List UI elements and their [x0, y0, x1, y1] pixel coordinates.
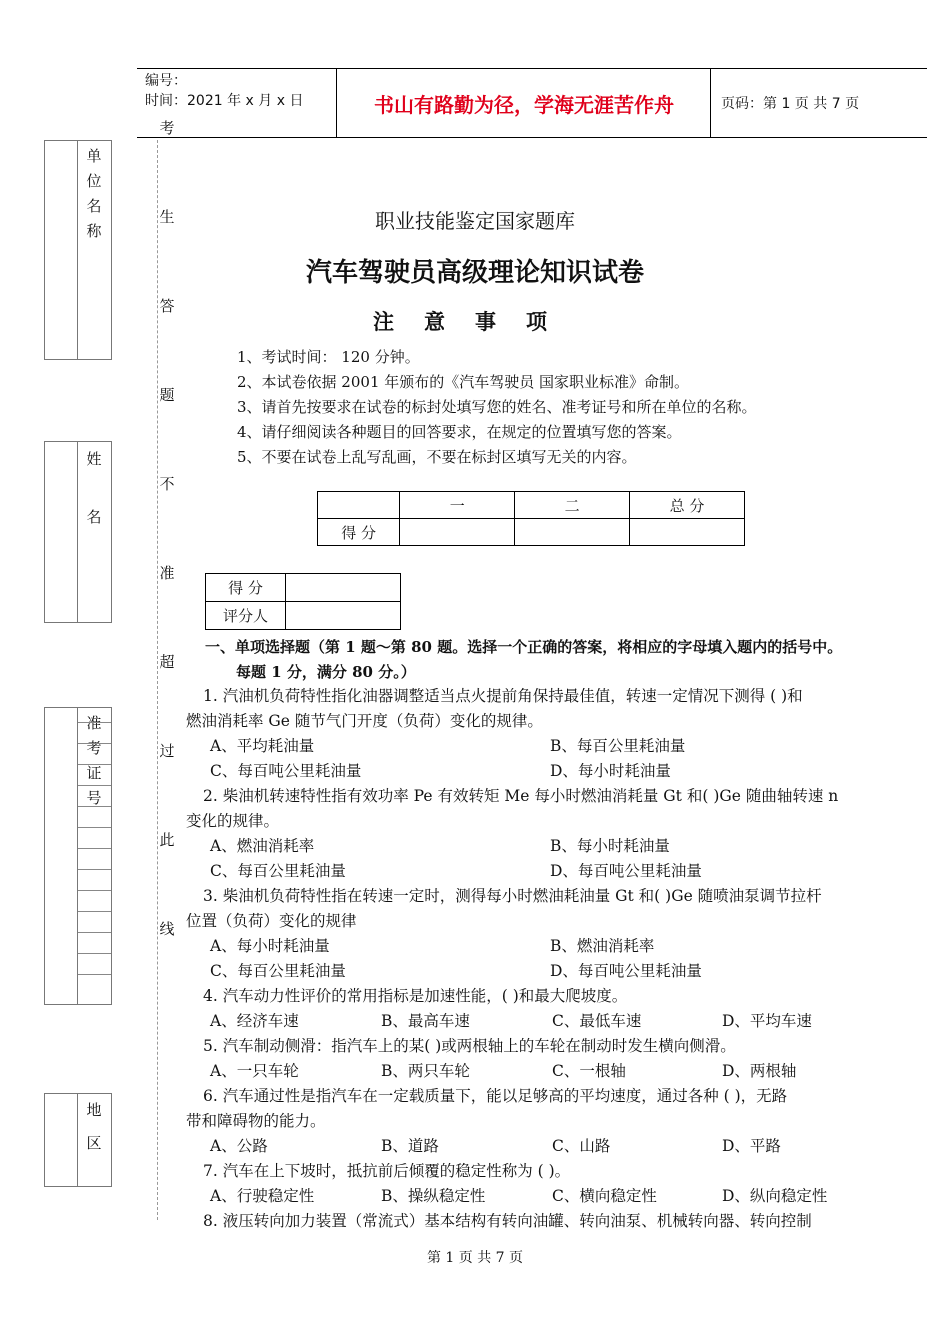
answer-option[interactable]: A、平均耗油量 — [210, 737, 315, 755]
answer-option[interactable]: D、纵向稳定性 — [722, 1187, 828, 1205]
exam-id-char: 准 — [86, 714, 102, 732]
header-page-info: 页码：第 1 页 共 7 页 — [721, 96, 860, 112]
serial-label: 编号： — [145, 73, 187, 89]
note-item: 1、考试时间： 120 分钟。 — [237, 348, 420, 366]
warning-char: 题 — [159, 386, 175, 404]
exam-id-char: 证 — [86, 764, 102, 782]
answer-option[interactable]: D、每百吨公里耗油量 — [550, 862, 702, 880]
score-header-blank — [318, 492, 400, 519]
score-cell[interactable] — [515, 519, 630, 546]
score-header-part2: 二 — [515, 492, 630, 519]
id-write-line — [78, 743, 111, 744]
question-text: 5. 汽车制动侧滑：指汽车上的某( )或两根轴上的车轮在制动时发生横向侧滑。 — [203, 1037, 736, 1055]
page-header — [137, 68, 927, 138]
answer-option[interactable]: A、行驶稳定性 — [210, 1187, 315, 1205]
name-box — [44, 441, 112, 623]
answer-option[interactable]: A、公路 — [210, 1137, 268, 1155]
notice-heading: 注意事项 — [373, 310, 577, 334]
region-char: 区 — [86, 1134, 102, 1152]
id-write-line — [78, 764, 111, 765]
note-item: 2、本试卷依据 2001 年颁布的《汽车驾驶员 国家职业标准》命制。 — [237, 373, 690, 391]
answer-option[interactable]: B、最高车速 — [381, 1012, 470, 1030]
answer-option[interactable]: C、山路 — [552, 1137, 611, 1155]
answer-option[interactable]: B、两只车轮 — [381, 1062, 470, 1080]
id-write-line — [78, 806, 111, 807]
question-text: 3. 柴油机负荷特性指在转速一定时，测得每小时燃油耗油量 Gt 和( )Ge 随喷油泵调节拉杆 — [203, 887, 822, 905]
grader-score-cell[interactable] — [285, 574, 400, 602]
question-text: 4. 汽车动力性评价的常用指标是加速性能，( )和最大爬坡度。 — [203, 987, 628, 1005]
grader-name-cell[interactable] — [285, 602, 400, 630]
answer-option[interactable]: B、道路 — [381, 1137, 439, 1155]
question-text: 8. 液压转向加力装置（常流式）基本结构有转向油罐、转向油泵、机械转向器、转向控制 — [203, 1212, 812, 1230]
warning-char: 考 — [159, 119, 175, 137]
id-write-line — [78, 827, 111, 828]
answer-option[interactable]: B、每百公里耗油量 — [550, 737, 686, 755]
answer-option[interactable]: B、操纵稳定性 — [381, 1187, 486, 1205]
id-write-line — [78, 890, 111, 891]
exam-title: 汽车驾驶员高级理论知识试卷 — [305, 258, 644, 288]
warning-char: 准 — [159, 564, 175, 582]
warning-char: 超 — [159, 653, 175, 671]
note-item: 3、请首先按要求在试卷的标封处填写您的姓名、准考证号和所在单位的名称。 — [237, 398, 757, 416]
answer-option[interactable]: D、每百吨公里耗油量 — [550, 962, 702, 980]
question-text: 带和障碍物的能力。 — [186, 1112, 326, 1130]
answer-option[interactable]: C、每百吨公里耗油量 — [210, 762, 362, 780]
answer-option[interactable]: A、经济车速 — [210, 1012, 299, 1030]
score-row-label: 得 分 — [318, 519, 400, 546]
warning-char: 生 — [159, 208, 175, 226]
score-header-total: 总 分 — [630, 492, 745, 519]
answer-option[interactable]: A、一只车轮 — [210, 1062, 299, 1080]
note-item: 5、不要在试卷上乱写乱画，不要在标封区填写无关的内容。 — [237, 448, 637, 466]
warning-char: 过 — [159, 742, 175, 760]
answer-option[interactable]: C、每百公里耗油量 — [210, 862, 346, 880]
id-write-line — [78, 932, 111, 933]
unit-char: 位 — [86, 172, 102, 190]
unit-char: 称 — [86, 222, 102, 240]
score-cell[interactable] — [400, 519, 515, 546]
id-write-line — [78, 974, 111, 975]
name-char: 姓 — [86, 450, 102, 468]
grader-table — [205, 573, 401, 630]
question-text: 6. 汽车通过性是指汽车在一定载质量下，能以足够高的平均速度，通过各种 ( )，无路 — [203, 1087, 788, 1105]
answer-option[interactable]: C、横向稳定性 — [552, 1187, 657, 1205]
id-write-line — [78, 785, 111, 786]
unit-char: 单 — [86, 147, 102, 165]
id-write-line — [78, 911, 111, 912]
answer-option[interactable]: D、两根轴 — [722, 1062, 797, 1080]
answer-option[interactable]: B、每小时耗油量 — [550, 837, 670, 855]
score-header-part1: 一 — [400, 492, 515, 519]
id-write-line — [78, 848, 111, 849]
answer-option[interactable]: D、每小时耗油量 — [550, 762, 671, 780]
section-heading: 一、单项选择题（第 1 题～第 80 题。选择一个正确的答案，将相应的字母填入题内的括号中。 — [205, 638, 843, 656]
page-footer: 第 1 页 共 7 页 — [426, 1250, 524, 1266]
note-item: 4、请仔细阅读各种题目的回答要求，在规定的位置填写您的答案。 — [237, 423, 682, 441]
grader-label: 评分人 — [206, 602, 286, 630]
region-char: 地 — [86, 1101, 102, 1119]
id-write-line — [78, 722, 111, 723]
answer-option[interactable]: A、每小时耗油量 — [210, 937, 330, 955]
exam-bank-title: 职业技能鉴定国家题库 — [375, 209, 575, 233]
id-write-line — [78, 953, 111, 954]
grader-score-label: 得 分 — [206, 574, 286, 602]
warning-char: 答 — [159, 297, 175, 315]
question-text: 变化的规律。 — [186, 812, 280, 830]
score-table — [317, 491, 745, 546]
answer-option[interactable]: C、最低车速 — [552, 1012, 642, 1030]
answer-option[interactable]: D、平路 — [722, 1137, 781, 1155]
warning-char: 此 — [159, 831, 175, 849]
header-motto: 书山有路勤为径，学海无涯苦作舟 — [338, 69, 711, 137]
name-char: 名 — [86, 508, 102, 526]
exam-id-char: 号 — [86, 789, 102, 807]
answer-option[interactable]: B、燃油消耗率 — [550, 937, 655, 955]
question-text: 燃油消耗率 Ge 随节气门开度（负荷）变化的规律。 — [186, 712, 543, 730]
id-write-line — [78, 869, 111, 870]
time-label: 时间：2021 年 x 月 x 日 — [145, 93, 304, 109]
answer-option[interactable]: C、每百公里耗油量 — [210, 962, 346, 980]
exam-id-box — [44, 707, 112, 1005]
answer-option[interactable]: A、燃油消耗率 — [210, 837, 315, 855]
warning-char: 不 — [159, 475, 175, 493]
question-text: 7. 汽车在上下坡时，抵抗前后倾覆的稳定性称为 ( )。 — [203, 1162, 571, 1180]
answer-option[interactable]: C、一根轴 — [552, 1062, 626, 1080]
question-text: 1. 汽油机负荷特性指化油器调整适当点火提前角保持最佳值，转速一定情况下测得 ( )和 — [203, 687, 803, 705]
unit-char: 名 — [86, 197, 102, 215]
region-box — [44, 1093, 112, 1187]
section-heading-cont: 每题 1 分，满分 80 分。） — [236, 663, 416, 681]
answer-option[interactable]: D、平均车速 — [722, 1012, 812, 1030]
score-cell[interactable] — [630, 519, 745, 546]
question-text: 2. 柴油机转速特性指有效功率 Pe 有效转矩 Me 每小时燃油消耗量 Gt 和( )Ge 随曲轴转速 n — [203, 787, 839, 805]
warning-char: 线 — [159, 920, 175, 938]
exam-id-char: 考 — [86, 739, 102, 757]
question-text: 位置（负荷）变化的规律 — [186, 912, 357, 930]
